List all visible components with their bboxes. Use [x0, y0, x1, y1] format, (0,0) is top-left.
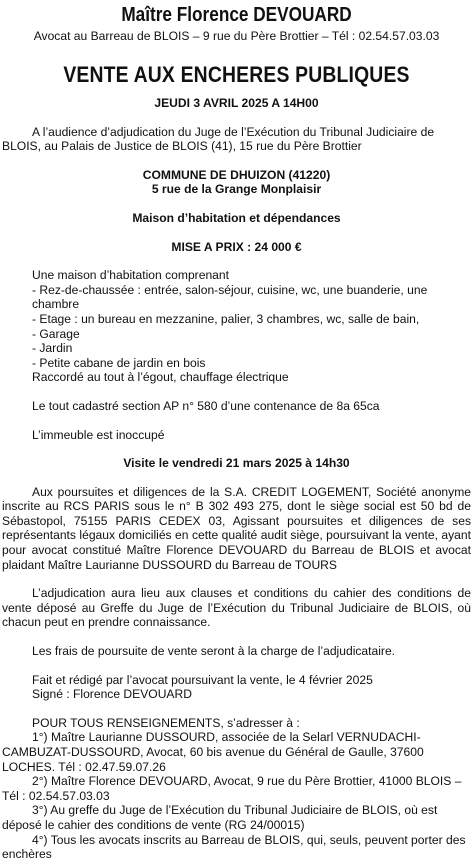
occupancy: L’immeuble est inoccupé [32, 427, 165, 442]
reserve-price: MISE A PRIX : 24 000 € [171, 239, 302, 254]
header [2, 4, 471, 44]
location-block [2, 168, 471, 197]
adjudication-paragraph: L’adjudication aura lieu aux clauses et conditions du cahier des conditions de vente déposé au Greffe du Juge de l’Exécution du Tribunal Judiciaire de BLOIS, où chacun peut en prendre connaissance. [2, 586, 471, 630]
author-address: Avocat au Barreau de BLOIS – 9 rue du Père Brottier – Tél : 02.54.57.03.03 [33, 29, 440, 43]
commune: COMMUNE DE DHUIZON (41220) [142, 167, 331, 182]
sale-date: JEUDI 3 AVRIL 2025 A 14H00 [154, 96, 319, 110]
list-item: - Garage [32, 326, 80, 341]
list-item: - Etage : un bureau en mezzanine, palier, 3 chambres, wc, salle de bain, [32, 311, 420, 326]
poursuites-paragraph: Aux poursuites et diligences de la S.A. CREDIT LOGEMENT, Société anonyme inscrite au RCS PARIS sous le n° B 302 493 275, dont le siège social est 50 bd de Sébastopol, 75155 PARIS CEDEX 03, Agissant poursuites et diligences de ses représentants légaux domiciliés en cette qualité audit siège, poursuivant la vente, ayant pour avocat constitué Maître Florence DEVOUARD du Barreau de BLOIS et avocat plaidant Maître Laurianne DUSSOURD du Barreau de TOURS [2, 484, 471, 572]
author-name: Maître Florence DEVOUARD [121, 4, 352, 26]
contact-item: 1°) Maître Laurianne DUSSOURD, associée de la Selarl VERNUDACHI-CAMBUZAT-DUSSOURD, Avocat, 60 bis avenue du Général de Gaulle, 37600 LOCHES. Tél : 02.47.59.07.26 [2, 730, 424, 774]
intro-paragraph: A l’audience d’adjudication du Juge de l’Exécution du Tribunal Judiciaire de BLOIS, au Palais de Justice de BLOIS (41), 15 rue du Père Brottier [2, 124, 435, 154]
cadastre: Le tout cadastré section AP n° 580 d’une contenance de 8a 65ca [32, 398, 380, 413]
contact-item: 2°) Maître Florence DEVOUARD, Avocat, 9 rue du Père Brottier, 41000 BLOIS – Tél : 02.54.57.03.03 [2, 774, 462, 803]
drafted-line: Fait et rédigé par l’avocat poursuivant la vente, le 4 février 2025 [32, 672, 373, 687]
visit-date: Visite le vendredi 21 mars 2025 à 14h30 [123, 456, 350, 471]
description-tail: Raccordé au tout à l’égout, chauffage électrique [32, 370, 289, 385]
contacts-block [2, 716, 471, 862]
list-item: - Rez-de-chaussée : entrée, salon-séjour, cuisine, wc, une buanderie, une chambre [32, 282, 428, 312]
signature-block [2, 673, 471, 702]
property-type: Maison d’habitation et dépendances [132, 210, 341, 225]
contact-item: 3°) Au greffe du Juge de l’Exécution du Tribunal Judiciaire de BLOIS, où est déposé le cahier des conditions de vente (RG 24/00015) [2, 803, 438, 832]
signed-line: Signé : Florence DEVOUARD [32, 687, 192, 702]
list-item: - Jardin [32, 341, 73, 356]
contact-item: 4°) Tous les avocats inscrits au Barreau de BLOIS, qui, seuls, peuvent porter des enchères [2, 832, 466, 862]
fees-paragraph: Les frais de poursuite de vente seront à la charge de l’adjudicataire. [32, 644, 396, 659]
contacts-heading: POUR TOUS RENSEIGNEMENTS, s’adresser à : [32, 715, 300, 730]
list-item: - Petite cabane de jardin en bois [32, 355, 206, 370]
description-lead: Une maison d’habitation comprenant [32, 268, 229, 283]
page-title: VENTE AUX ENCHERES PUBLIQUES [63, 62, 410, 87]
street-address: 5 rue de la Grange Monplaisir [151, 182, 322, 197]
property-description [2, 268, 471, 385]
